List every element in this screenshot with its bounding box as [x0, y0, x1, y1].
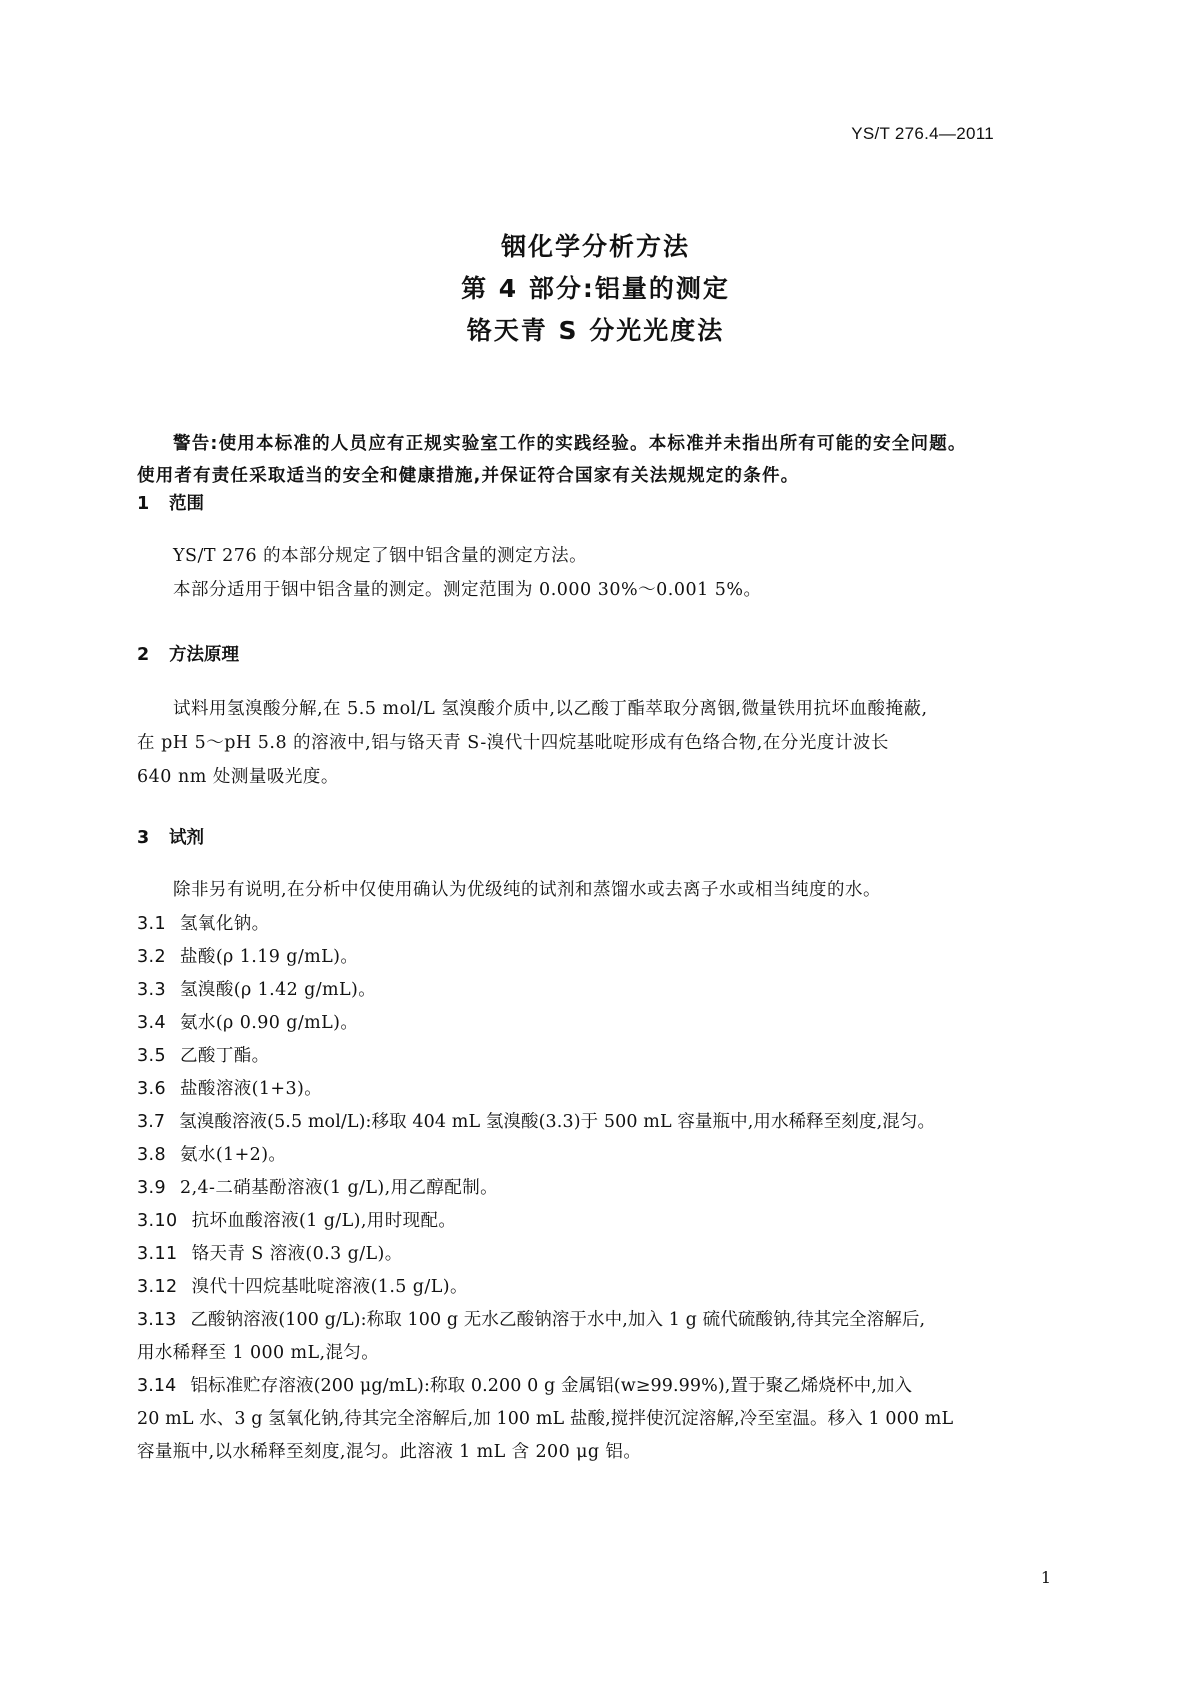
reagent-item-continuation: 20 mL 水、3 g 氢氧化钠,待其完全溶解后,加 100 mL 盐酸,搅拌使沉淀溶解,冷至室温。移入 1 000 mL — [137, 1409, 954, 1429]
reagent-item: 3.12 溴代十四烷基吡啶溶液(1.5 g/L)。 — [137, 1277, 468, 1297]
section-number: 2 — [137, 645, 150, 665]
reagent-item: 3.9 2,4-二硝基酚溶液(1 g/L),用乙醇配制。 — [137, 1178, 499, 1198]
standard-code: YS/T 276.4—2011 — [851, 124, 994, 143]
section-title: 方法原理 — [169, 645, 239, 665]
section-title: 范围 — [169, 494, 204, 514]
reagent-item-continuation: 用水稀释至 1 000 mL,混匀。 — [137, 1343, 380, 1363]
warning-line-2: 使用者有责任采取适当的安全和健康措施,并保证符合国家有关法规规定的条件。 — [137, 466, 800, 486]
title-line-2: 第 4 部分:铝量的测定 — [461, 274, 730, 303]
section-number: 1 — [137, 494, 150, 514]
reagent-item: 3.4 氨水(ρ 0.90 g/mL)。 — [137, 1013, 359, 1033]
reagent-item-continuation: 容量瓶中,以水稀释至刻度,混匀。此溶液 1 mL 含 200 μg 铝。 — [137, 1442, 642, 1462]
reagent-item: 3.5 乙酸丁酯。 — [137, 1046, 270, 1066]
section-heading-principle — [137, 641, 239, 666]
reagent-item: 3.3 氢溴酸(ρ 1.42 g/mL)。 — [137, 980, 377, 1000]
reagent-item: 3.14 铝标准贮存溶液(200 μg/mL):称取 0.200 0 g 金属铝(w≥99.99%),置于聚乙烯烧杯中,加入 — [137, 1376, 913, 1396]
scope-paragraph-1: YS/T 276 的本部分规定了铟中铝含量的测定方法。 — [173, 546, 588, 566]
reagent-item: 3.10 抗坏血酸溶液(1 g/L),用时现配。 — [137, 1211, 457, 1231]
section-number: 3 — [137, 828, 150, 848]
principle-line-3: 640 nm 处测量吸光度。 — [137, 767, 339, 787]
reagent-item: 3.1 氢氧化钠。 — [137, 914, 270, 934]
principle-line-2: 在 pH 5～pH 5.8 的溶液中,铝与铬天青 S-溴代十四烷基吡啶形成有色络合物,在分光度计波长 — [137, 733, 889, 753]
reagents-intro: 除非另有说明,在分析中仅使用确认为优级纯的试剂和蒸馏水或去离子水或相当纯度的水。 — [173, 880, 882, 900]
document-title — [0, 226, 1191, 352]
reagent-item: 3.8 氨水(1+2)。 — [137, 1145, 287, 1165]
reagent-item: 3.6 盐酸溶液(1+3)。 — [137, 1079, 323, 1099]
page-number: 1 — [1040, 1568, 1051, 1587]
principle-line-1: 试料用氢溴酸分解,在 5.5 mol/L 氢溴酸介质中,以乙酸丁酯萃取分离铟,微量铁用抗坏血酸掩蔽, — [173, 699, 928, 719]
reagent-item: 3.7 氢溴酸溶液(5.5 mol/L):移取 404 mL 氢溴酸(3.3)于 500 mL 容量瓶中,用水稀释至刻度,混匀。 — [137, 1112, 936, 1132]
title-line-3: 铬天青 S 分光光度法 — [466, 316, 725, 345]
warning-line-1: 警告:使用本标准的人员应有正规实验室工作的实践经验。本标准并未指出所有可能的安全问题。 — [173, 434, 967, 454]
reagent-item: 3.11 铬天青 S 溶液(0.3 g/L)。 — [137, 1244, 403, 1264]
section-heading-scope — [137, 490, 204, 515]
title-line-1: 铟化学分析方法 — [500, 232, 690, 261]
scope-paragraph-2: 本部分适用于铟中铝含量的测定。测定范围为 0.000 30%～0.001 5%。 — [173, 580, 762, 600]
section-title: 试剂 — [169, 828, 204, 848]
warning-notice — [137, 428, 1057, 492]
reagent-item: 3.2 盐酸(ρ 1.19 g/mL)。 — [137, 947, 359, 967]
section-heading-reagents — [137, 824, 204, 849]
reagent-item: 3.13 乙酸钠溶液(100 g/L):称取 100 g 无水乙酸钠溶于水中,加入 1 g 硫代硫酸钠,待其完全溶解后, — [137, 1310, 926, 1330]
